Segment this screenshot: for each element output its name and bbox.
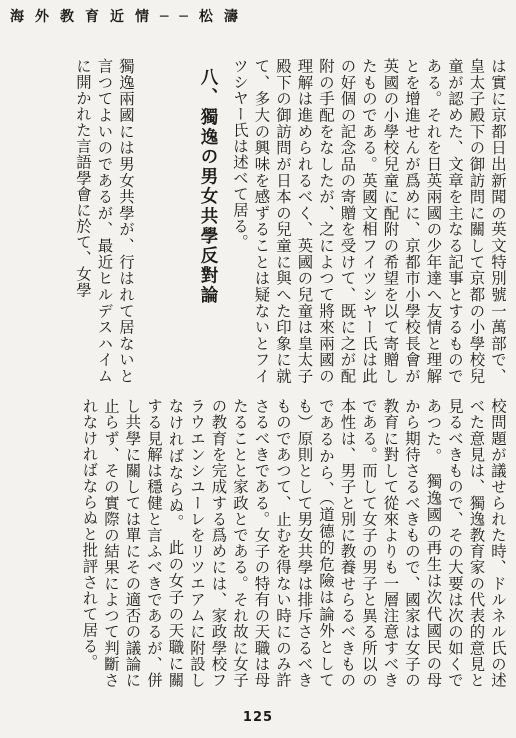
paragraph: 獨逸兩國には男女共學が、行はれて居ないと言つてよいのであるが、最近ヒルデスハイムに開かれた言語學會に於て、女學 — [74, 58, 135, 384]
paragraph: 校問題が議せられた時、ドルネル氏の述べた意見は、獨逸教育家の代表的意見と見るべきもので、その大要は次の如くであつた。 獨逸國の再生は次代國民の母から期待さるべきもので、國家は女子の教育に對して從來よりも一層注意すべきである。而して女子の男子と異る所以の本性は、男子と別に教養せらるべきものであるから、（道德的危險は論外としても）原則として男女共學は排斥さるべきものであつて、止むを得ない時にのみ許さるべきである。女子の特有の天職は母たることと家政とである。それ故に女子の教育を完成する爲めには、家政學校フラウエンシユーレをリツエアムに附設しなければならぬ。 此の女子の天職に關する見解は穩健と言ふべきであるが、併し共學に關しては單にその適否の議論に止らず、その實際の結果によつて判斷されなければならぬと批評されて居る。 — [80, 398, 507, 688]
paragraph: は實に京都日出新聞の英文特別號一萬部で、皇太子殿下の御訪問に關して京都の小學校兒童が認めた、文章を主なる記事とするものである。それを日英兩國の少年達へ友情と理解とを增進せんが爲めに、京都市小學校長會が英國の小學校兒童に配附の希望を以て寄贈したものである。英國文相フイツシヤー氏は此の好個の記念品の寄贈を受けて、既に之が配附の手配をなしたが、之によつて將來兩國の理解は進められるべく、英國の兒童は皇太子殿下の御訪問が日本の兒童に與へた印象に就て、多大の興味を感ずることは疑ないとフイツシヤー氏は述べて居る。 — [231, 58, 507, 384]
page-number: 125 — [242, 710, 274, 725]
body-text-bottom — [78, 398, 508, 688]
body-text-top-left — [76, 58, 136, 384]
section-heading: 八、獨逸の男女共學反對論 — [198, 68, 218, 306]
running-header: 海外教育近情──松濤 — [10, 9, 249, 25]
